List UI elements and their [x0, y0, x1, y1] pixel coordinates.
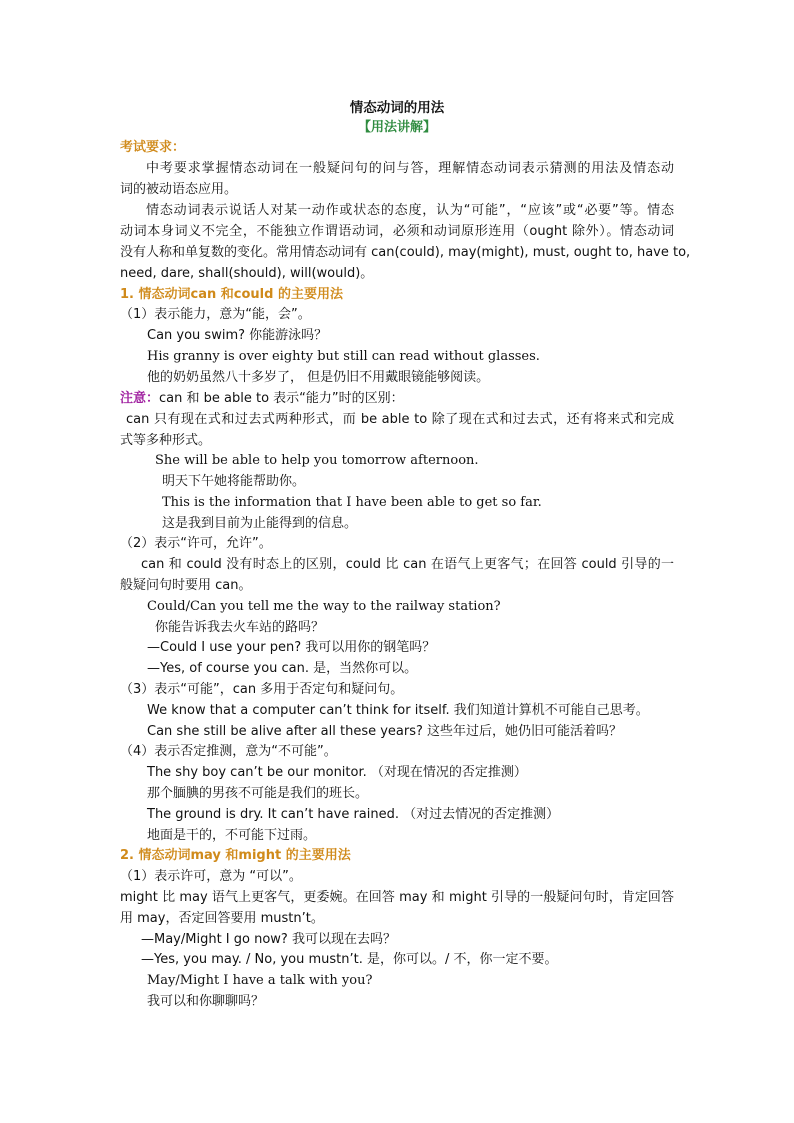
example-translation: 你能告诉我去火车站的路吗？: [155, 620, 325, 635]
example-translation: 那个腼腆的男孩不可能是我们的班长。: [147, 786, 369, 801]
note-text: can 和 be able to 表示“能力”时的区别：: [159, 391, 404, 406]
explanation-line: might 比 may 语气上更客气，更委婉。在回答 may 和 might 引导的一般疑问句时，肯定回答: [120, 890, 674, 905]
intro-paragraph-line: 动词本身词义不完全，不能独立作谓语动词，必须和动词原形连用（ought 除外）。情态动词: [120, 224, 674, 239]
example-dialogue: —Yes, of course you can. 是，当然你可以。: [147, 661, 418, 676]
section-heading-can-could: 1. 情态动词can 和could 的主要用法: [120, 287, 343, 302]
point-heading: （1）表示能力，意为“能，会”。: [120, 307, 311, 322]
example-translation: 他的奶奶虽然八十多岁了， 但是仍旧不用戴眼镜能够阅读。: [147, 370, 490, 385]
section-heading-may-might: 2. 情态动词may 和might 的主要用法: [120, 848, 351, 863]
explanation-line: 用 may，否定回答要用 mustn’t。: [120, 911, 324, 926]
intro-paragraph-line: 没有人称和单复数的变化。常用情态动词有 can(could), may(might), must, ought to, have to,: [120, 245, 691, 260]
intro-paragraph-line: 词的被动语态应用。: [120, 182, 238, 197]
exam-requirement-label: 考试要求：: [120, 140, 186, 155]
point-heading: （4）表示否定推测，意为“不可能”。: [120, 744, 337, 759]
explanation-line: can 和 could 没有时态上的区别，could 比 can 在语气上更客气；在回答 could 引导的一: [141, 557, 674, 572]
intro-paragraph-line: 情态动词表示说话人对某一动作或状态的态度，认为“可能”，“应该”或“必要”等。情态: [146, 203, 674, 218]
intro-paragraph-line: 中考要求掌握情态动词在一般疑问句的问与答，理解情态动词表示猜测的用法及情态动: [146, 161, 674, 176]
example-sentence: Can she still be alive after all these years? 这些年过后，她仍旧可能活着吗？: [147, 724, 623, 739]
example-sentence: Can you swim? 你能游泳吗？: [147, 328, 328, 343]
page-title: 情态动词的用法: [349, 100, 445, 116]
section-subtitle: 【用法讲解】: [357, 120, 436, 135]
intro-paragraph-line: need, dare, shall(should), will(would)。: [120, 266, 374, 281]
example-dialogue: —May/Might I go now? 我可以现在去吗？: [141, 932, 396, 947]
example-sentence: This is the information that I have been able to get so far.: [162, 495, 542, 510]
example-sentence: The shy boy can’t be our monitor. （对现在情况的否定推测）: [147, 765, 527, 780]
point-heading: （1）表示许可，意为 “可以”。: [120, 869, 302, 884]
example-translation: 我可以和你聊聊吗？: [147, 994, 265, 1009]
example-dialogue: —Could I use your pen? 我可以用你的钢笔吗？: [147, 640, 436, 655]
note-label: 注意：: [120, 391, 160, 406]
example-sentence: We know that a computer can’t think for itself. 我们知道计算机不可能自己思考。: [147, 703, 649, 718]
example-sentence: The ground is dry. It can’t have rained. （对过去情况的否定推测）: [147, 807, 560, 822]
example-translation: 这是我到目前为止能得到的信息。: [162, 516, 358, 531]
example-sentence: She will be able to help you tomorrow afternoon.: [155, 453, 479, 468]
note-paragraph-line: can 只有现在式和过去式两种形式，而 be able to 除了现在式和过去式，还有将来式和完成: [126, 412, 674, 427]
example-translation: 地面是干的，不可能下过雨。: [147, 828, 317, 843]
note-paragraph-line: 式等多种形式。: [120, 433, 212, 448]
explanation-line: 般疑问句时要用 can。: [120, 578, 252, 593]
note-line: [120, 390, 404, 408]
example-dialogue: —Yes, you may. / No, you mustn’t. 是，你可以。/ 不，你一定不要。: [141, 952, 558, 967]
example-translation: 明天下午她将能帮助你。: [162, 474, 306, 489]
example-sentence: Could/Can you tell me the way to the railway station?: [147, 599, 501, 614]
point-heading: （2）表示“许可，允许”。: [120, 536, 272, 551]
example-sentence: May/Might I have a talk with you?: [147, 973, 373, 988]
point-heading: （3）表示“可能”，can 多用于否定句和疑问句。: [120, 682, 404, 697]
example-sentence: His granny is over eighty but still can read without glasses.: [147, 349, 540, 364]
